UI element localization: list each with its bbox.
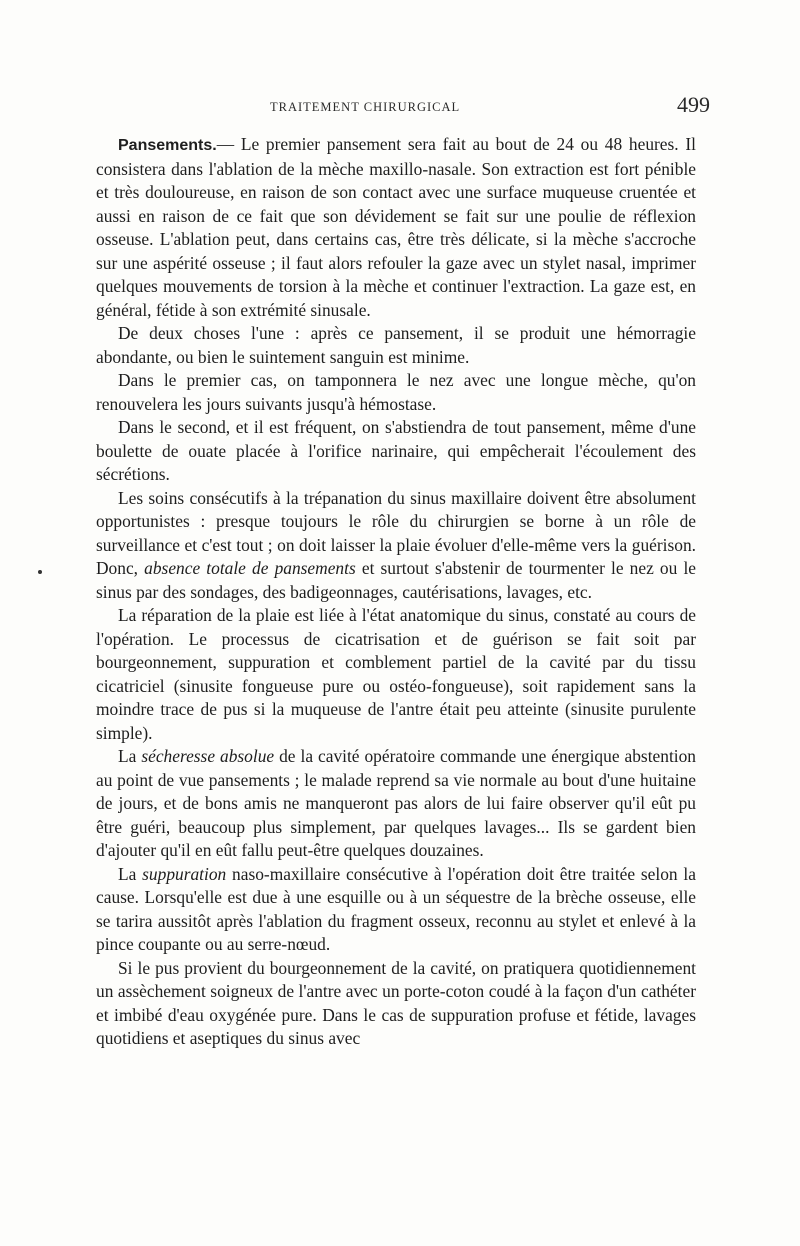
page-number: 499 xyxy=(677,92,710,117)
paragraph xyxy=(96,604,696,745)
paragraph-text: La xyxy=(118,746,142,766)
paragraph-text: Si le pus provient du bourgeonnement de la cavité, on pratiquera quotidiennement un assèchement soigneux de l'antre avec un porte-coton coudé à la façon d'un cathéter et imbibé d'eau oxygénée pure. Dans le cas de suppuration profuse et fétide, lavages quotidiens et aseptiques du sinus avec xyxy=(96,957,696,1048)
paragraph-text: Les soins consécutifs à la trépanation du sinus maxillaire doivent être absolument opportunistes : presque toujours le rôle du chirurgien se borne à un rôle de surveillance et c'est tout ; on doit laisser la plaie évoluer d'elle-même vers la guérison. Donc, xyxy=(96,487,696,578)
emphasis: suppuration xyxy=(142,863,227,884)
emphasis: sécheresse absolue xyxy=(141,746,275,766)
emphasis: absence totale de pansements xyxy=(144,558,356,578)
paragraph xyxy=(96,745,696,863)
paragraph-text: Dans le second, et il est fréquent, on s'abstiendra de tout pansement, même d'une boulette de ouate placée à l'orifice narinaire, qui empêcherait l'écoulement des sécrétions. xyxy=(96,417,696,484)
running-head xyxy=(96,92,710,120)
paragraph xyxy=(96,957,696,1051)
paragraph-text: La réparation de la plaie est liée à l'état anatomique du sinus, constaté au cours de l'opération. Le processus de cicatrisation et de guérison se fait soit par bourgeonnement, suppuration et comblement partiel de la cavité par du tissu cicatriciel (sinusite fongueuse pure ou ostéo-fongueuse), soit rapidement sans la moindre trace de pus si la muqueuse de l'antre était peu atteinte (sinusite purulente simple). xyxy=(96,605,696,743)
paragraph-text: La xyxy=(118,863,143,884)
paragraph xyxy=(96,416,696,487)
paragraph xyxy=(96,322,696,369)
paragraph-text: naso-maxillaire consécutive à l'opération doit être traitée selon la cause. Lorsqu'elle est due à une esquille ou à un séquestre de la brèche osseuse, elle se tarira aussitôt après l'ablation du fragment osseux, reconnu au stylet et enlevé à la pince coupante ou au serre-nœud. xyxy=(96,863,696,954)
paragraph-pansements xyxy=(96,133,696,322)
paragraph xyxy=(96,863,696,957)
paragraph-text: de la cavité opératoire commande une énergique abstention au point de vue pansements ; le malade reprend sa vie normale au bout d'une huitaine de jours, et de bons amis ne manqueront pas alors de lui faire observer qu'il eût pu être guéri, beaucoup plus simplement, par quelques lavages... Ils se gardent bien d'ajouter qu'il en eût fallu peut-être quelques douzaines. xyxy=(96,746,696,860)
body-text xyxy=(96,133,696,1051)
paragraph-text: — Le premier pansement sera fait au bout de 24 ou 48 heures. Il consistera dans l'ablation de la mèche maxillo-nasale. Son extraction est fort pénible et très douloureuse, en raison de son contact avec une surface muqueuse cruentée et aussi en raison de ce fait que son dévidement se fait sur une poulie de réflexion osseuse. L'ablation peut, dans certains cas, être très délicate, si la mèche s'accroche sur une aspérité osseuse ; il faut alors refouler la gaze avec un stylet nasal, imprimer quelques mouvements de torsion à la mèche et continuer l'extraction. La gaze est, en général, fétide à son extrémité sinusale. xyxy=(96,134,696,320)
paragraph-text: De deux choses l'une : après ce pansement, il se produit une hémorragie abondante, ou bien le suintement sanguin est minime. xyxy=(96,323,696,367)
paragraph-text: et surtout s'abstenir de tourmenter le nez ou le sinus par des sondages, des badigeonnages, cautérisations, lavages, etc. xyxy=(96,558,697,602)
paragraph xyxy=(96,487,696,605)
running-title: TRAITEMENT CHIRURGICAL xyxy=(270,100,461,114)
ink-speck xyxy=(38,570,42,574)
paragraph-text: Dans le premier cas, on tamponnera le nez avec une longue mèche, qu'on renouvelera les jours suivants jusqu'à hémostase. xyxy=(96,370,696,414)
paragraph xyxy=(96,369,696,416)
section-lead: Pansements. xyxy=(118,137,217,154)
